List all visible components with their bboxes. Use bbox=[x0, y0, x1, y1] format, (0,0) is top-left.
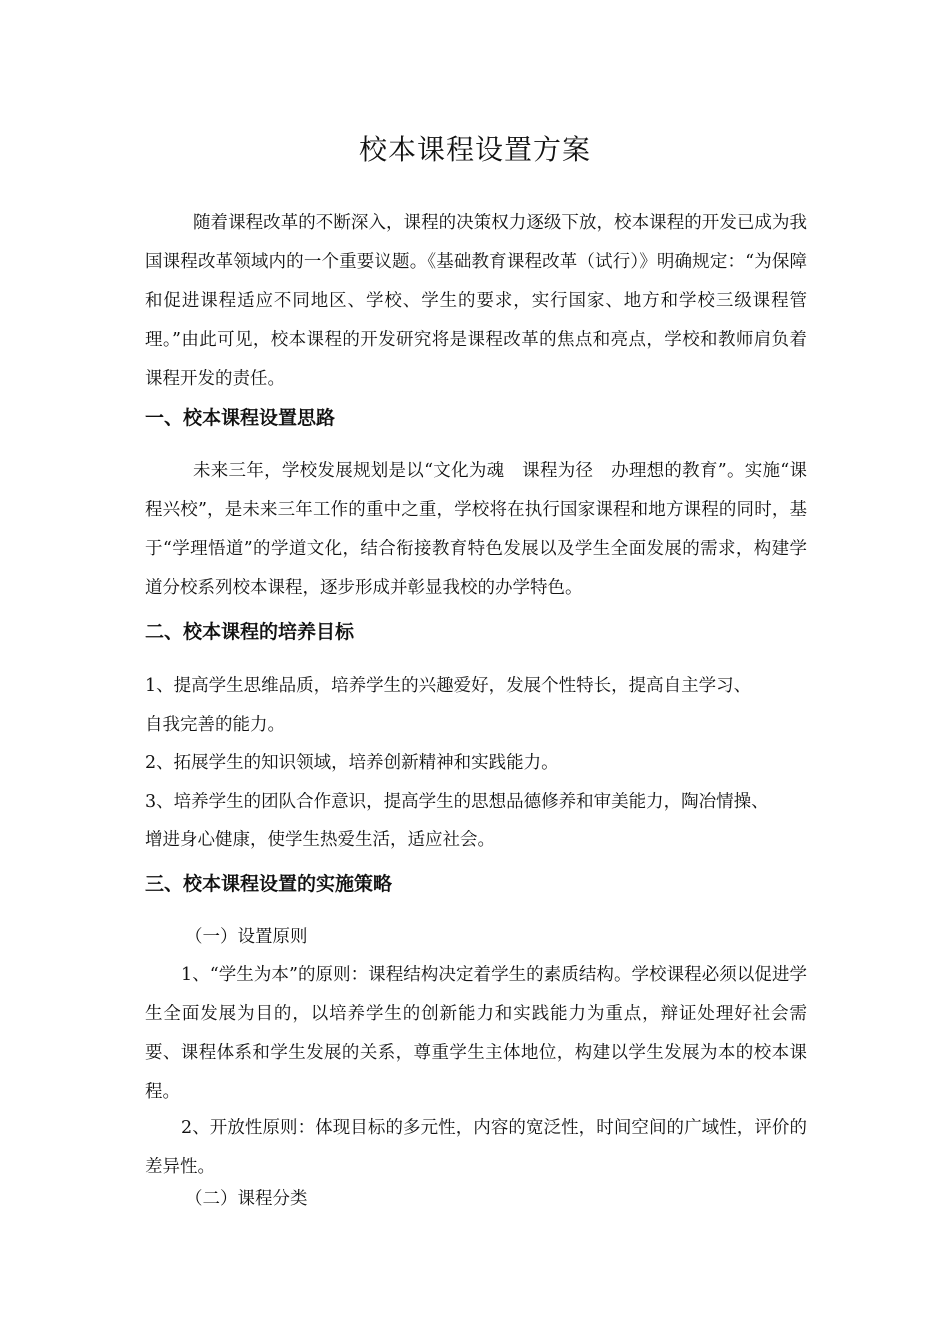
section3-heading: 三、校本课程设置的实施策略 bbox=[145, 873, 393, 895]
principle2-paragraph: 2、开放性原则：体现目标的多元性，内容的宽泛性，时间空间的广域性，评价的差异性。 bbox=[145, 1118, 807, 1177]
document-title: 校本课程设置方案 bbox=[358, 133, 591, 166]
section1-body: 未来三年，学校发展规划是以“文化为魂 课程为径 办理想的教育”。实施“课程兴校”，是未来三年工作的重中之重，学校将在执行国家课程和地方课程的同时，基于“学理悟道”的学道文化，结合衔接教育特色发展以及学生全面发展的需求，构建学道分校系列校本课程，逐步形成并彰显我校的办学特色。 bbox=[145, 461, 807, 598]
subsection2-heading: （二）课程分类 bbox=[185, 1189, 308, 1209]
intro-paragraph: 随着课程改革的不断深入，课程的决策权力逐级下放，校本课程的开发已成为我国课程改革领域内的一个重要议题。《基础教育课程改革（试行）》明确规定：“为保障和促进课程适应不同地区、学校、学生的要求，实行国家、地方和学校三级课程管理。”由此可见，校本课程的开发研究将是课程改革的焦点和亮点，学校和教师肩负着课程开发的责任。 bbox=[145, 213, 807, 389]
goal3-line1: 3、培养学生的团队合作意识，提高学生的思想品德修养和审美能力，陶冶情操、 bbox=[145, 792, 769, 812]
goal1-line1: 1、提高学生思维品质，培养学生的兴趣爱好，发展个性特长，提高自主学习、 bbox=[145, 676, 752, 696]
goal3-line2: 增进身心健康，使学生热爱生活，适应社会。 bbox=[145, 830, 495, 850]
section2-heading: 二、校本课程的培养目标 bbox=[145, 621, 355, 643]
section1-heading: 一、校本课程设置思路 bbox=[145, 407, 336, 429]
goal1-line2: 自我完善的能力。 bbox=[145, 715, 285, 735]
principle1-paragraph: 1、“学生为本”的原则：课程结构决定着学生的素质结构。学校课程必须以促进学生全面发展为目的，以培养学生的创新能力和实践能力为重点，辩证处理好社会需要、课程体系和学生发展的关系，尊重学生主体地位，构建以学生发展为本的校本课程。 bbox=[145, 965, 807, 1102]
subsection1-heading: （一）设置原则 bbox=[185, 927, 308, 947]
goal2: 2、拓展学生的知识领域，培养创新精神和实践能力。 bbox=[145, 753, 559, 773]
